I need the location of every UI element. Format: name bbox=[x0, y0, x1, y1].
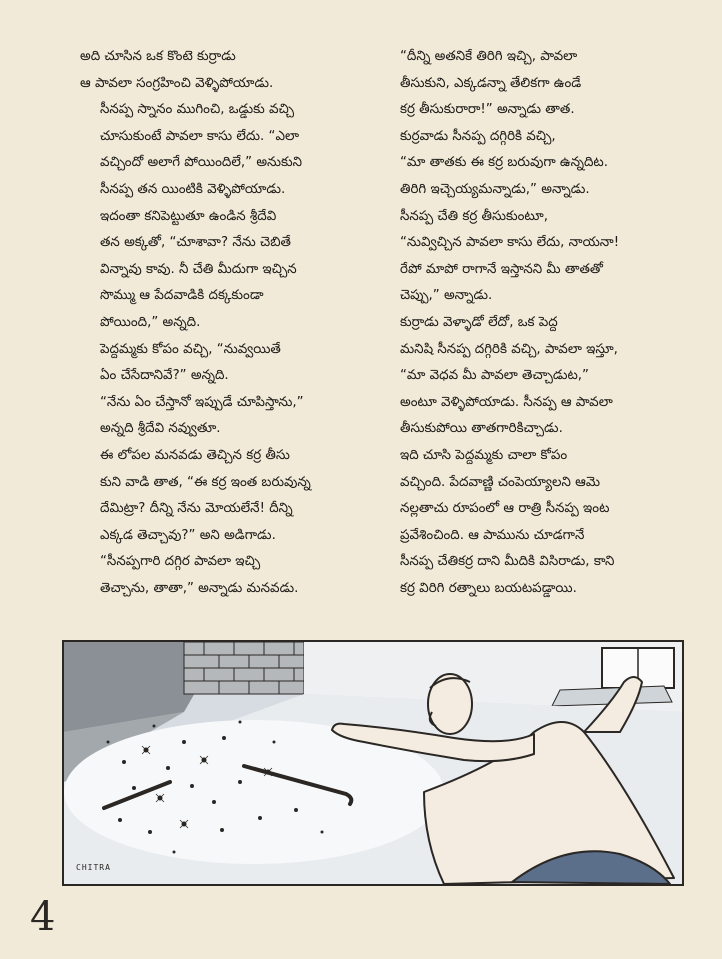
text-line: తీసుకుపోయి తాతగారికిచ్చాడు. bbox=[400, 421, 563, 437]
text-line: సీనప్ప తన యింటికి వెళ్ళిపోయాడు. bbox=[100, 181, 286, 197]
paragraph bbox=[80, 97, 380, 203]
text-line: కుర్రవాడు సీనప్ప దగ్గిరికి వచ్చి, bbox=[400, 128, 556, 144]
text-line: నల్లతాచు రూపంలో ఆ రాత్రి సీనప్ప ఇంట bbox=[400, 501, 610, 517]
text-line: కర్ర తీసుకురారా!” అన్నాడు తాత. bbox=[400, 102, 575, 118]
text-line: తన అక్కతో, “చూశావా? నేను చెబితే bbox=[100, 235, 291, 251]
text-line: సీనప్ప చేతి కర్ర తీసుకుంటూ, bbox=[400, 208, 548, 224]
text-line: ఏం చేసేదానివే?” అన్నది. bbox=[100, 368, 229, 384]
paragraph bbox=[380, 44, 682, 124]
text-line: “దీన్ని అతనికే తిరిగి ఇచ్చి, పావలా bbox=[400, 49, 578, 64]
paragraph bbox=[80, 443, 380, 549]
paragraph bbox=[80, 390, 380, 443]
artist-signature: CHITRA bbox=[76, 863, 111, 872]
text-line: ఇదంతా కనిపెట్టుతూ ఉండిన శ్రీదేవి bbox=[100, 208, 277, 224]
text-line: సీనప్ప స్నానం ముగించి, ఒడ్డుకు వచ్చి bbox=[100, 102, 295, 118]
paragraph bbox=[80, 337, 380, 390]
text-line: చెప్పు,” అన్నాడు. bbox=[400, 288, 493, 304]
paragraph bbox=[380, 124, 682, 204]
text-line: “సీనప్పగారి దగ్గిర పావలా ఇచ్చి bbox=[100, 554, 261, 570]
paragraph bbox=[380, 310, 682, 443]
paragraph bbox=[80, 204, 380, 337]
text-line: ఈ లోపల మనవడు తెచ్చిన కర్ర తీసు bbox=[100, 447, 290, 463]
text-line: అంటూ వెళ్ళిపోయాడు. సీనప్ప ఆ పావలా bbox=[400, 394, 613, 410]
text-line: ఆ పావలా సంగ్రహించి వెళ్ళిపోయాడు. bbox=[80, 75, 274, 91]
text-line: కర్ర విరిగి రత్నాలు బయటపడ్డాయి. bbox=[400, 580, 577, 596]
brick-wall bbox=[184, 642, 304, 694]
text-line: సొమ్ము ఆ పేదవాడికి దక్కకుండా bbox=[100, 288, 264, 304]
text-line: తిరిగి ఇచ్చెయ్యమన్నాడు,” అన్నాడు. bbox=[400, 181, 590, 197]
left-text-column bbox=[80, 44, 380, 602]
text-line: సీనప్ప చేతికర్ర దాని మీదికి విసిరాడు, కాని bbox=[400, 554, 615, 570]
text-line: పోయింది,” అన్నది. bbox=[100, 314, 201, 330]
text-line: అన్నది శ్రీదేవి నవ్వుతూ. bbox=[100, 421, 221, 437]
text-line: దేమిట్రా? దీన్ని నేను మోయలేనే! దీన్ని bbox=[100, 501, 293, 517]
text-line: “మా తాతకు ఈ కర్ర బరువుగా ఉన్నదిట. bbox=[400, 155, 609, 171]
text-line: వచ్చింది. పేదవాణ్ణి చంపెయ్యాలని ఆమె bbox=[400, 474, 601, 490]
text-line: “మా వెధవ మీ పావలా తెచ్చాడుట,” bbox=[400, 368, 589, 384]
text-line: కుని వాడి తాత, “ఈ కర్ర ఇంత బరువున్న bbox=[100, 474, 311, 490]
text-line: ప్రవేశించింది. ఆ పామును చూడగానే bbox=[400, 527, 585, 543]
story-illustration bbox=[62, 640, 684, 886]
paragraph bbox=[80, 549, 380, 602]
text-line: ఇది చూసి పెద్దమ్మకు చాలా కోపం bbox=[400, 447, 568, 463]
text-line: తీసుకుని, ఎక్కడన్నా తేలికగా ఉండే bbox=[400, 75, 582, 91]
page-number: 4 bbox=[30, 894, 56, 940]
text-line: తెచ్చాను, తాతా,” అన్నాడు మనవడు. bbox=[100, 580, 299, 596]
text-line: “నువ్విచ్చిన పావలా కాసు లేదు, నాయనా! bbox=[400, 235, 620, 251]
text-line: ఎక్కడ తెచ్చావు?” అని అడిగాడు. bbox=[100, 527, 276, 543]
text-line: అది చూసిన ఒక కొంటె కుర్రాడు bbox=[80, 49, 236, 64]
text-line: రేపో మాపో రాగానే ఇస్తానని మీ తాతతో bbox=[400, 261, 603, 277]
text-line: మనిషి సీనప్ప దగ్గిరికి వచ్చి, పావలా ఇస్తూ, bbox=[400, 341, 618, 357]
text-line: పెద్దమ్మకు కోపం వచ్చి, “నువ్వయితే bbox=[100, 341, 281, 357]
illustration-drawing bbox=[64, 642, 682, 884]
text-line: చూసుకుంటే పావలా కాసు లేదు. “ఎలా bbox=[100, 128, 299, 144]
text-line: “నేను ఏం చేస్తానో ఇప్పుడే చూపిస్తాను,” bbox=[100, 394, 304, 410]
paragraph bbox=[80, 44, 380, 97]
right-text-column bbox=[380, 44, 682, 602]
text-line: వచ్చిందో అలాగే పోయిందిలే,” అనుకుని bbox=[100, 155, 303, 171]
text-line: కుర్రాడు వెళ్ళాడో లేదో, ఒక పెద్ద bbox=[400, 314, 558, 330]
text-line: విన్నావు కావు. నీ చేతి మీదుగా ఇచ్చిన bbox=[100, 261, 297, 277]
paragraph bbox=[380, 204, 682, 310]
paragraph bbox=[380, 443, 682, 603]
